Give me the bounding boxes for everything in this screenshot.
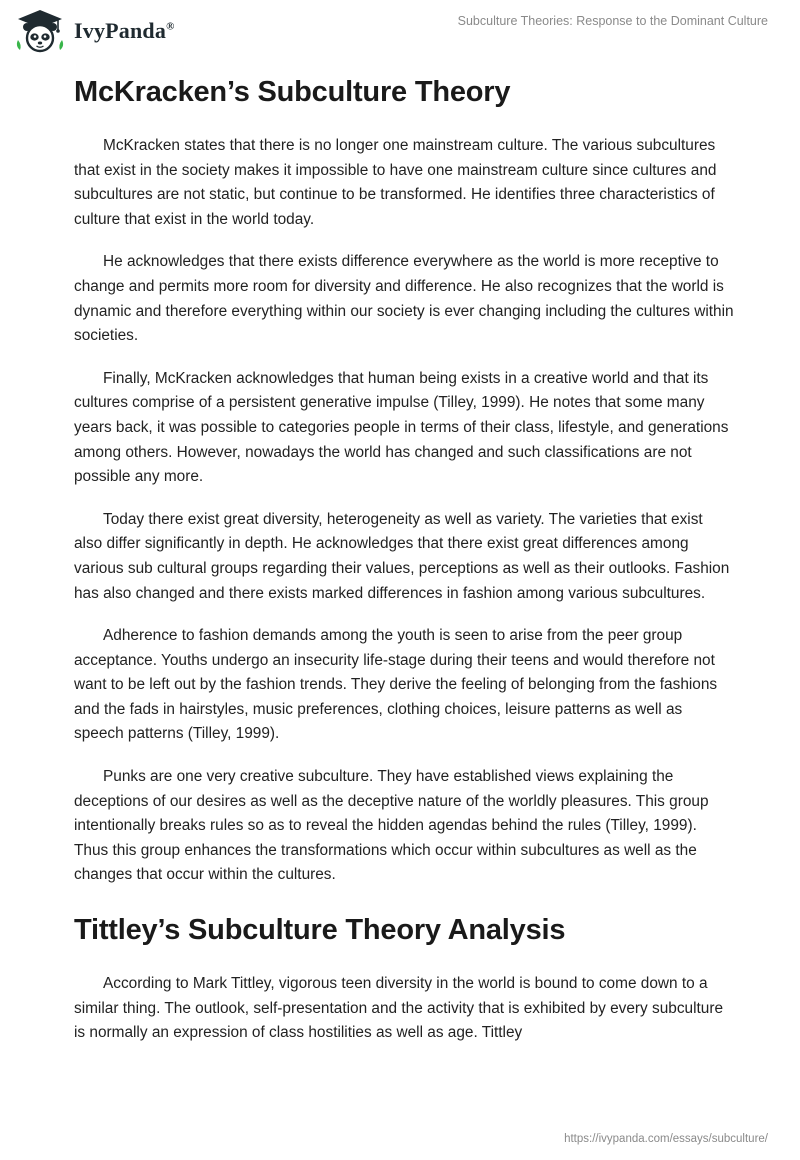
paragraph: Today there exist great diversity, heterogeneity as well as variety. The varieties that exist also differ significantly in depth. He acknowledges that there exist great differences among various sub cultural groups regarding their values, perceptions as well as their outlooks. Fashion has also changed and there exists marked differences in fashion among various subcultures. xyxy=(74,510,730,602)
panda-graduate-icon xyxy=(14,8,66,54)
paragraph: According to Mark Tittley, vigorous teen diversity in the world is bound to come down to a similar thing. The outlook, self-presentation and the activity that is exhibited by every subculture is normally an expression of class hostilities as well as age. Tittley xyxy=(74,975,724,1042)
essay-content xyxy=(74,70,734,1046)
ivypanda-logo[interactable] xyxy=(14,8,175,54)
brand-name xyxy=(74,18,175,44)
section-heading-mckracken: McKracken’s Subculture Theory xyxy=(74,76,511,108)
source-url[interactable]: https://ivypanda.com/essays/subculture/ xyxy=(564,1133,768,1145)
paragraph: Finally, McKracken acknowledges that human being exists in a creative world and that its cultures comprise of a persistent generative impulse (Tilley, 1999). He notes that some many years back, it was possible to categories people in terms of their class, lifestyle, and generations among others. However, nowadays the world has changed and such classifications are not possible any more. xyxy=(74,369,729,486)
paragraph: He acknowledges that there exists difference everywhere as the world is more receptive to change and permits more room for diversity and difference. He also recognizes that the world is dynamic and therefore everything within our society is ever changing including the cultures within societies. xyxy=(74,253,734,345)
registered-mark: ® xyxy=(166,20,175,33)
page-header xyxy=(0,0,800,60)
running-title: Subculture Theories: Response to the Dominant Culture xyxy=(457,14,768,28)
paragraph: Punks are one very creative subculture. They have established views explaining the deceptions of our desires as well as the deceptive nature of the worldly pleasures. This group intentionally breaks rules so as to reveal the hidden agendas behind the rules (Tilley, 1999). Thus this group enhances the transformations which occur within subcultures as well as the changes that occur within the cultures. xyxy=(74,768,709,884)
section-heading-tittley: Tittley’s Subculture Theory Analysis xyxy=(74,914,566,947)
paragraph: McKracken states that there is no longer one mainstream culture. The various subcultures that exist in the society makes it impossible to have one mainstream culture since cultures and subcultures are not static, but continue to be transformed. He identifies three characteristics of culture that exist in the world today. xyxy=(74,137,717,228)
brand-text: IvyPanda xyxy=(74,18,167,43)
paragraph: Adherence to fashion demands among the youth is seen to arise from the peer group acceptance. Youths undergo an insecurity life-stage during their teens and would therefore not want to be left out by the fashion trends. They derive the feeling of belonging from the fashions and the fads in hairstyles, music preferences, clothing choices, leisure patterns as well as speech patterns (Tilley, 1999). xyxy=(74,627,718,743)
